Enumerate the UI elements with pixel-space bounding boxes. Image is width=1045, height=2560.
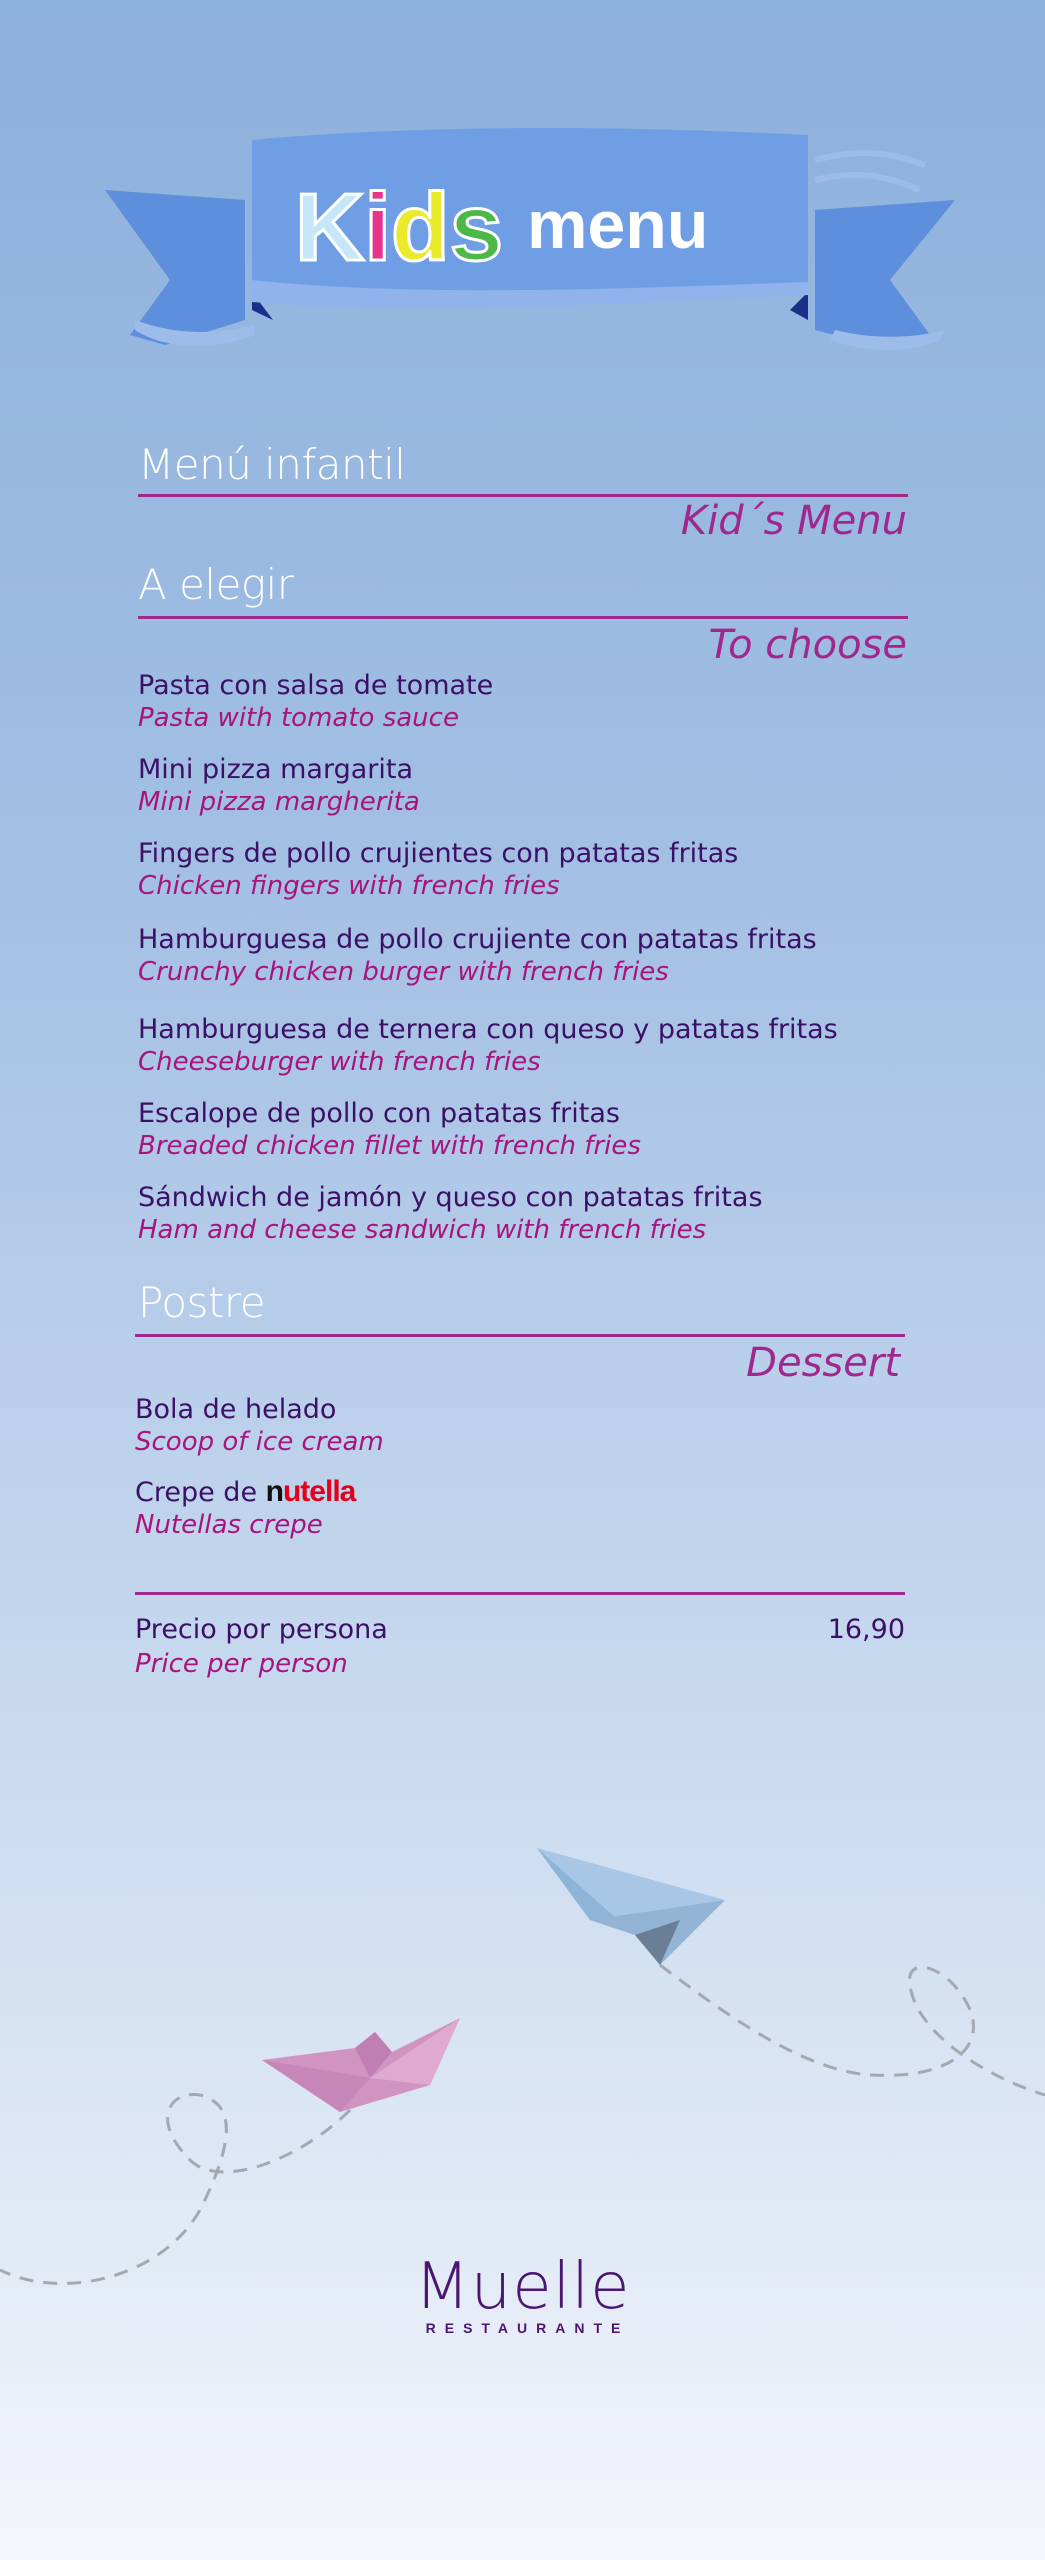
logo-name: Muelle [414, 2250, 631, 2324]
item-name-en: Cheeseburger with french fries [138, 1047, 541, 1077]
menu-item [138, 1098, 918, 1162]
item-name-es [135, 1476, 915, 1509]
menu-item [138, 838, 918, 902]
ribbon-left-tail [105, 190, 245, 345]
menu-item [138, 1182, 918, 1246]
item-name-es: Hamburguesa de pollo crujiente con patatas fritas [138, 924, 817, 955]
menu-item [138, 754, 918, 818]
crepe-label: Crepe de [135, 1477, 258, 1508]
section-title-dessert: Postre [138, 1278, 266, 1327]
section-subtitle-dessert: Dessert [746, 1340, 900, 1386]
item-name-es: Pasta con salsa de tomate [138, 670, 494, 701]
kids-menu-banner [95, 120, 955, 370]
section-subtitle-choose: To choose [708, 622, 907, 668]
price-label-en: Price per person [135, 1649, 348, 1679]
item-name-en: Breaded chicken fillet with french fries [138, 1131, 641, 1161]
item-name-en: Scoop of ice cream [135, 1427, 384, 1457]
price-row [135, 1614, 905, 1679]
ribbon-wave-lines [815, 153, 925, 190]
menu-item [135, 1476, 915, 1541]
paper-plane-icon [537, 1848, 725, 1965]
item-name-es: Hamburguesa de ternera con queso y patatas fritas [138, 1014, 838, 1045]
divider-kids-menu [138, 494, 908, 497]
ribbon-right-tail [815, 200, 955, 348]
item-name-es: Sándwich de jamón y queso con patatas fritas [138, 1182, 763, 1213]
divider-choose [138, 616, 908, 619]
menu-title: menu [527, 187, 709, 263]
divider-dessert [135, 1334, 905, 1337]
paper-boat-icon [262, 2018, 460, 2112]
section-subtitle-kids-menu: Kid´s Menu [680, 498, 907, 544]
menu-item [138, 670, 918, 734]
kids-title [295, 174, 503, 281]
item-name-es: Bola de helado [135, 1394, 337, 1425]
nutella-logo: nutella [265, 1475, 356, 1508]
item-name-es: Escalope de pollo con patatas fritas [138, 1098, 620, 1129]
item-name-es: Fingers de pollo crujientes con patatas fritas [138, 838, 739, 869]
item-name-en: Crunchy chicken burger with french fries [138, 957, 669, 987]
kids-letter-2: i [364, 174, 391, 281]
menu-item [135, 1394, 915, 1458]
item-name-en: Nutellas crepe [135, 1510, 323, 1540]
kids-letter-3: d [391, 174, 450, 281]
menu-item [138, 924, 918, 988]
paper-decorations [0, 1800, 1045, 2300]
dashed-trail-plane [660, 1965, 1045, 2095]
price-label-es: Precio por persona [135, 1614, 388, 1645]
ribbon-fold-right [790, 292, 808, 320]
logo-subtitle: RESTAURANTE [425, 2320, 630, 2336]
item-name-en: Ham and cheese sandwich with french fries [138, 1215, 707, 1245]
muelle-logo [0, 2250, 1045, 2336]
section-title-choose: A elegir [138, 560, 294, 609]
item-name-es: Mini pizza margarita [138, 754, 413, 785]
menu-item [138, 1014, 918, 1078]
section-title-kids-menu: Menú infantil [138, 440, 406, 489]
item-name-en: Pasta with tomato sauce [138, 703, 459, 733]
divider-price [135, 1592, 905, 1595]
item-name-en: Chicken fingers with french fries [138, 871, 560, 901]
kids-letter-1: K [295, 174, 365, 281]
item-name-en: Mini pizza margherita [138, 787, 420, 817]
price-value: 16,90 [827, 1614, 905, 1645]
kids-letter-4: s [449, 174, 504, 281]
